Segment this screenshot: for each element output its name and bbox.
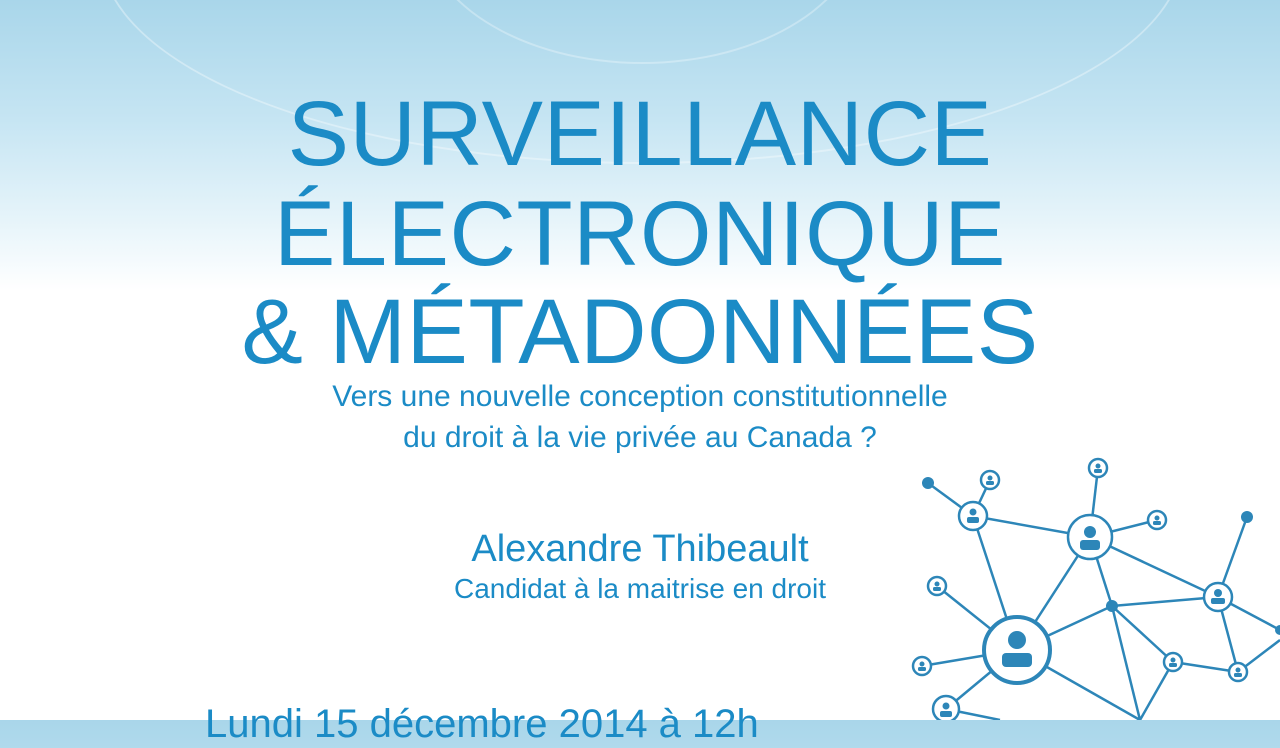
title-line-3: & MÉTADONNÉES bbox=[241, 281, 1039, 383]
network-people-icon bbox=[900, 450, 1280, 720]
title-line-2: ÉLECTRONIQUE bbox=[274, 183, 1006, 285]
subtitle-line-2: du droit à la vie privée au Canada ? bbox=[403, 421, 877, 454]
title-line-1: SURVEILLANCE bbox=[287, 83, 993, 185]
author-role: Candidat à la maitrise en droit bbox=[454, 573, 826, 604]
event-date: Lundi 15 décembre 2014 à 12h bbox=[205, 702, 759, 746]
subtitle-line-1: Vers une nouvelle conception constitutionnelle bbox=[332, 380, 948, 413]
author-name: Alexandre Thibeault bbox=[471, 528, 809, 570]
